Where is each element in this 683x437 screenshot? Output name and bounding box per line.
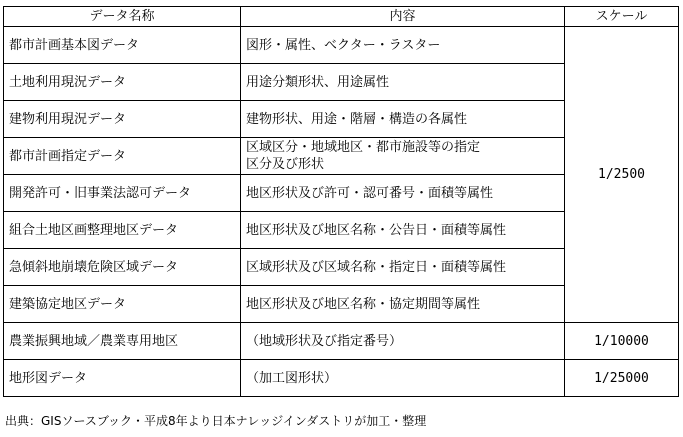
row-content: 建物形状、用途・階層・構造の各属性 bbox=[241, 101, 565, 138]
row-content: 地区形状及び地区名称・協定期間等属性 bbox=[241, 286, 565, 323]
row-name: 急傾斜地崩壊危険区域データ bbox=[4, 249, 241, 286]
header-scale: スケール bbox=[565, 7, 679, 27]
row-content: 用途分類形状、用途属性 bbox=[241, 64, 565, 101]
row-name: 建物利用現況データ bbox=[4, 101, 241, 138]
row-scale: 1/10000 bbox=[565, 323, 679, 360]
row-name: 農業振興地域／農業専用地区 bbox=[4, 323, 241, 360]
table-row bbox=[4, 27, 679, 64]
row-name: 建築協定地区データ bbox=[4, 286, 241, 323]
row-content bbox=[241, 138, 565, 175]
row-content-line1: 区域区分・地域地区・都市施設等の指定 bbox=[246, 140, 481, 155]
table-row bbox=[4, 360, 679, 397]
merged-scale-cell: 1/2500 bbox=[565, 27, 679, 323]
row-content: 地区形状及び許可・認可番号・面積等属性 bbox=[241, 175, 565, 212]
header-content: 内容 bbox=[241, 7, 565, 27]
header-data-name: データ名称 bbox=[4, 7, 241, 27]
row-name: 組合土地区画整理地区データ bbox=[4, 212, 241, 249]
row-content-line2: 区分及び形状 bbox=[246, 157, 325, 172]
data-catalog-table bbox=[3, 6, 679, 397]
row-name: 都市計画基本図データ bbox=[4, 27, 241, 64]
source-note: 出典：GISソースブック・平成8年より日本ナレッジインダストリが加工・整理 bbox=[5, 414, 427, 428]
row-name: 開発許可・旧事業法認可データ bbox=[4, 175, 241, 212]
row-content: （加工図形状） bbox=[241, 360, 565, 397]
row-name: 都市計画指定データ bbox=[4, 138, 241, 175]
row-name: 土地利用現況データ bbox=[4, 64, 241, 101]
table-row bbox=[4, 323, 679, 360]
row-content: （地域形状及び指定番号） bbox=[241, 323, 565, 360]
row-content: 区域形状及び区域名称・指定日・面積等属性 bbox=[241, 249, 565, 286]
row-content: 地区形状及び地区名称・公告日・面積等属性 bbox=[241, 212, 565, 249]
row-content: 図形・属性、ベクター・ラスター bbox=[241, 27, 565, 64]
table-header-row bbox=[4, 7, 679, 27]
row-scale: 1/25000 bbox=[565, 360, 679, 397]
row-name: 地形図データ bbox=[4, 360, 241, 397]
